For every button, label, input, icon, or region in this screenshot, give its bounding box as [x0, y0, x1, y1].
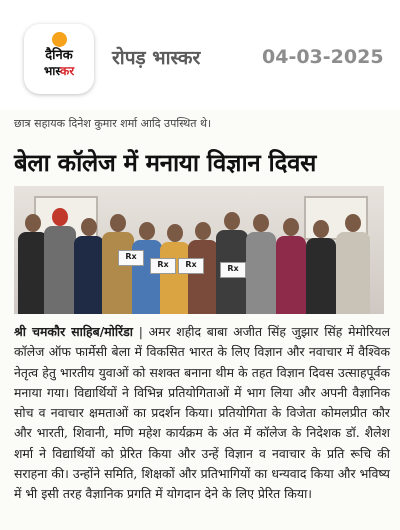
edition-name: रोपड़ भास्कर [112, 47, 201, 69]
certificate-sign-4: Rx [220, 262, 246, 278]
certificate-sign-3: Rx [178, 258, 204, 274]
certificate-sign-2: Rx [150, 258, 176, 274]
logo-line-2: भास्कर [43, 64, 75, 78]
article-body-text: अमर शहीद बाबा अजीत सिंह जुझार सिंह मेमोरियल कॉलेज ऑफ फार्मेसी बेला में विकसित भारत के लिए विज्ञान और नवाचार में वैश्विक नेतृत्व हेतु भारतीय युवाओं को सशक्त बनाना थीम के तहत विज्ञान दिवस उत्साहपूर्वक मनाया गया। विद्यार्थियों ने विभिन्न प्रतियोगिताओं में भाग लिया और अपनी वैज्ञानिक सोच व नवाचार क्षमताओं का प्रदर्शन किया। प्रतियोगिता के विजेता कोमलप्रीत कौर और भारती, शिवानी, मणि महेश कार्यक्रम के अंत में कॉलेज के निदेशक डॉ. शैलेश शर्मा ने विद्यार्थियों को प्रेरित किया और उन्हें विज्ञान व नवाचार के प्रति रूचि की सराहना की। उन्होंने समिति, शिक्षकों और प्रतिभागियों का धन्यवाद किया और भविष्य में भी इसी तरह वैज्ञानिक प्रगति में योगदान देने के लिए प्रेरित किया। [14, 324, 390, 502]
previous-article-line: छात्र सहायक दिनेश कुमार शर्मा आदि उपस्थित थे। [14, 117, 212, 130]
logo-line-1: दैनिक [45, 48, 73, 63]
article-dateline: श्री चमकौर साहिब/मोरिंडा [14, 324, 133, 339]
dainik-bhaskar-logo[interactable] [24, 24, 94, 94]
article-photo[interactable] [14, 186, 384, 314]
article-headline: बेला कॉलेज में मनाया विज्ञान दिवस [14, 149, 317, 177]
app-header [0, 0, 400, 106]
sun-icon [52, 32, 67, 47]
article-body: श्री चमकौर साहिब/मोरिंडा | अमर शहीद बाबा अजीत सिंह जुझार सिंह मेमोरियल कॉलेज ऑफ फार्मेसी बेला में विकसित भारत के लिए विज्ञान और नवाचार में वैश्विक नेतृत्व हेतु भारतीय युवाओं को सशक्त बनाना थीम के तहत विज्ञान दिवस उत्साहपूर्वक मनाया गया। विद्यार्थियों ने विभिन्न प्रतियोगिताओं में भाग लिया और अपनी वैज्ञानिक सोच व नवाचार क्षमताओं का प्रदर्शन किया। प्रतियोगिता के विजेता कोमलप्रीत कौर और भारती, शिवानी, मणि महेश कार्यक्रम के अंत में कॉलेज के निदेशक डॉ. शैलेश शर्मा ने विद्यार्थियों को प्रेरित किया और उन्हें विज्ञान व नवाचार के प्रति रूचि की सराहना की। उन्होंने समिति, शिक्षकों और प्रतिभागियों का धन्यवाद किया और भविष्य में भी इसी तरह वैज्ञानिक प्रगति में योगदान देने के लिए प्रेरित किया। [14, 324, 390, 502]
edition-date: 04-03-2025 [262, 46, 384, 68]
certificate-sign-1: Rx [118, 250, 144, 266]
